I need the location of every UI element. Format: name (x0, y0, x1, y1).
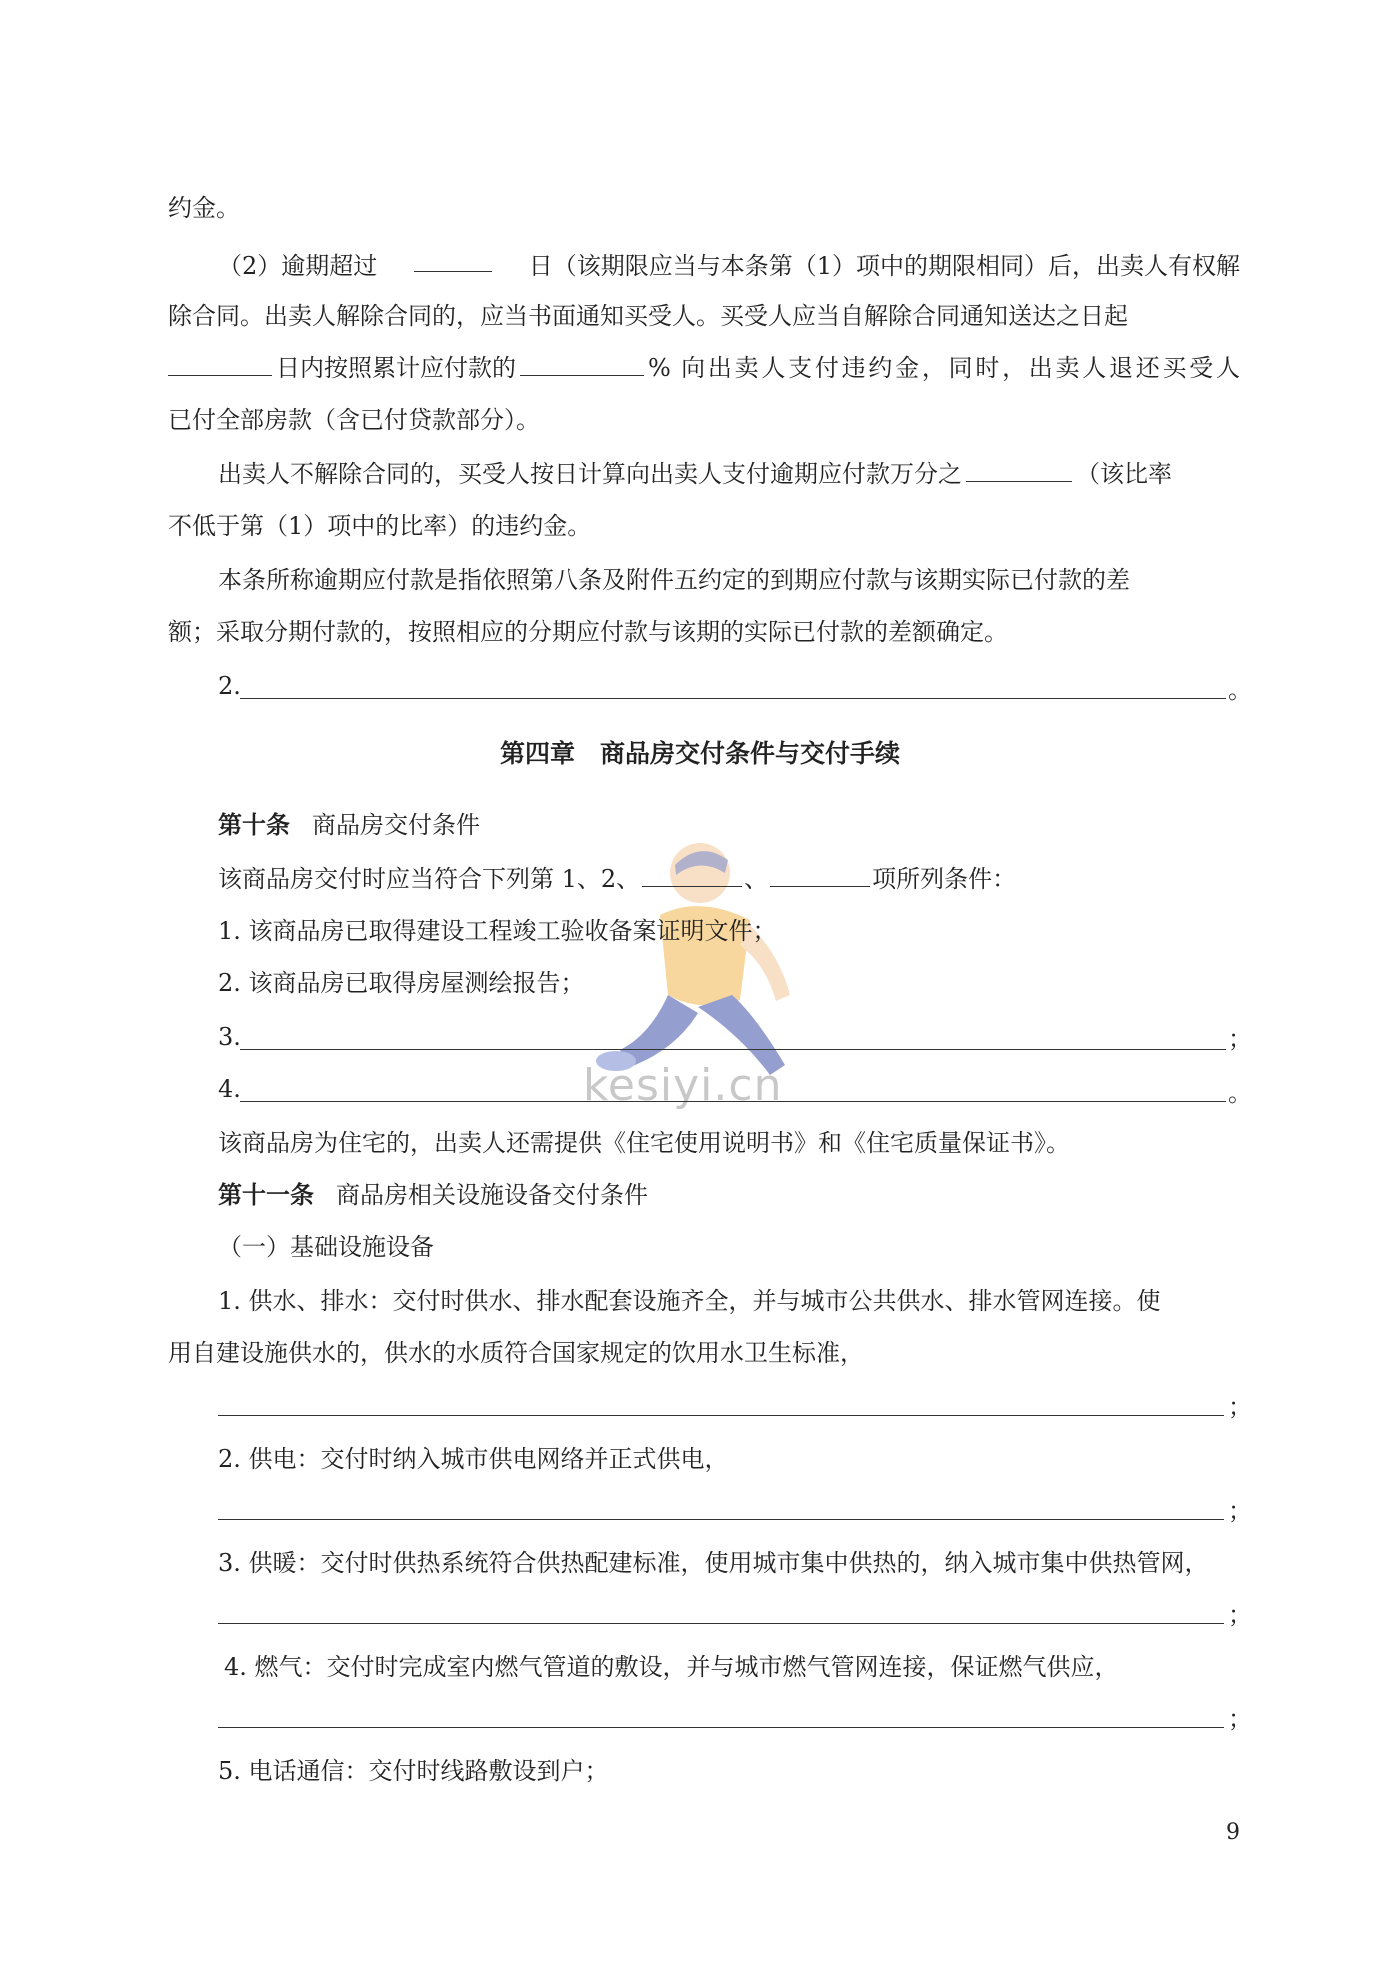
article-title (218, 1178, 1240, 1212)
blank-condition (642, 864, 742, 887)
end-mark: ； (1228, 1025, 1252, 1053)
blank-line (218, 1414, 1224, 1416)
article-title (218, 808, 1240, 842)
article-name: 商品房相关设施设备交付条件 (336, 1181, 648, 1209)
text-fragment: 日内按照累计应付款的 (276, 354, 516, 382)
blank-percent (520, 353, 644, 376)
list-item: 1. 该商品房已取得建设工程竣工验收备案证明文件； (218, 917, 777, 945)
text-fragment: 3. 供暖：交付时供热系统符合供热配建标准，使用城市集中供热的，纳入城市集中供热管网， (218, 1549, 1209, 1577)
blank-line (240, 1100, 1226, 1102)
article-name: 商品房交付条件 (312, 811, 480, 839)
text-line (218, 249, 1240, 283)
text-line: 用自建设施供水的，供水的水质符合国家规定的饮用水卫生标准， (168, 1339, 864, 1367)
text-fragment: 、 (744, 865, 769, 893)
text-line: 约金。 (168, 194, 240, 222)
article-number: 第十条 (218, 811, 290, 839)
blank-ratio (966, 459, 1072, 482)
end-mark: 。 (1228, 1079, 1252, 1107)
text-line: 该商品房为住宅的，出卖人还需提供《住宅使用说明书》和《住宅质量保证书》。 (218, 1129, 1070, 1157)
blank-days (168, 353, 272, 376)
chapter-heading: 第四章 商品房交付条件与交付手续 (499, 739, 900, 768)
item-number: 3. (218, 1023, 241, 1051)
end-mark: ； (1228, 1497, 1252, 1525)
list-item: 2. 该商品房已取得房屋测绘报告； (218, 969, 585, 997)
text-line (218, 862, 1240, 896)
text-line (218, 1284, 1240, 1318)
end-mark: ； (1228, 1393, 1252, 1421)
text-line: 4. 燃气：交付时完成室内燃气管道的敷设，并与城市燃气管网连接，保证燃气供应， (224, 1653, 1119, 1681)
blank-days (414, 249, 492, 272)
text-fragment: 出卖人不解除合同的，买受人按日计算向出卖人支付逾期应付款万分之 (218, 460, 962, 488)
text-line: 5. 电话通信：交付时线路敷设到户； (218, 1757, 609, 1785)
text-line (168, 299, 1240, 333)
end-mark: ； (1228, 1601, 1252, 1629)
text-fragment: 该商品房交付时应当符合下列第 1、2、 (218, 865, 641, 893)
section-title: （一）基础设施设备 (218, 1233, 434, 1261)
end-mark: ； (1228, 1705, 1252, 1733)
text-fragment: 日（该期限应当与本条第（1）项中的期限相同）后，出卖人有权解 (528, 252, 1240, 280)
text-line: 不低于第（1）项中的比率）的违约金。 (168, 512, 592, 540)
article-number: 第十一条 (218, 1181, 314, 1209)
text-line (218, 1546, 1240, 1580)
text-fragment: （2）逾期超过 (218, 252, 378, 280)
watermark-text: kesiyi.cn (583, 1060, 783, 1111)
text-line: 已付全部房款（含已付贷款部分）。 (168, 406, 540, 434)
blank-line (218, 1622, 1224, 1624)
text-line: 额；采取分期付款的，按照相应的分期应付款与该期的实际已付款的差额确定。 (168, 618, 1008, 646)
text-line (168, 351, 1240, 385)
blank-line (240, 1048, 1226, 1050)
text-fragment: 1. 供水、排水：交付时供水、排水配套设施齐全，并与城市公共供水、排水管网连接。使 (218, 1287, 1161, 1315)
text-line (218, 457, 1240, 491)
blank-line (218, 1726, 1224, 1728)
item-number: 2. (218, 672, 241, 700)
text-fragment: 项所列条件： (872, 865, 1017, 893)
text-fragment: 除合同。出卖人解除合同的，应当书面通知买受人。买受人应当自解除合同通知送达之日起 (168, 302, 1128, 330)
page-number: 9 (1226, 1820, 1240, 1845)
blank-condition (770, 864, 870, 887)
blank-line (240, 697, 1226, 699)
blank-line (218, 1518, 1224, 1520)
end-mark: 。 (1228, 676, 1252, 704)
item-number: 4. (218, 1075, 241, 1103)
text-fragment: （该比率 (1076, 460, 1172, 488)
text-line: 2. 供电：交付时纳入城市供电网络并正式供电， (218, 1445, 729, 1473)
text-fragment: % 向出卖人支付违约金，同时，出卖人退还买受人 (648, 354, 1240, 382)
text-fragment: 本条所称逾期应付款是指依照第八条及附件五约定的到期应付款与该期实际已付款的差 (218, 566, 1130, 594)
text-line (218, 563, 1240, 597)
